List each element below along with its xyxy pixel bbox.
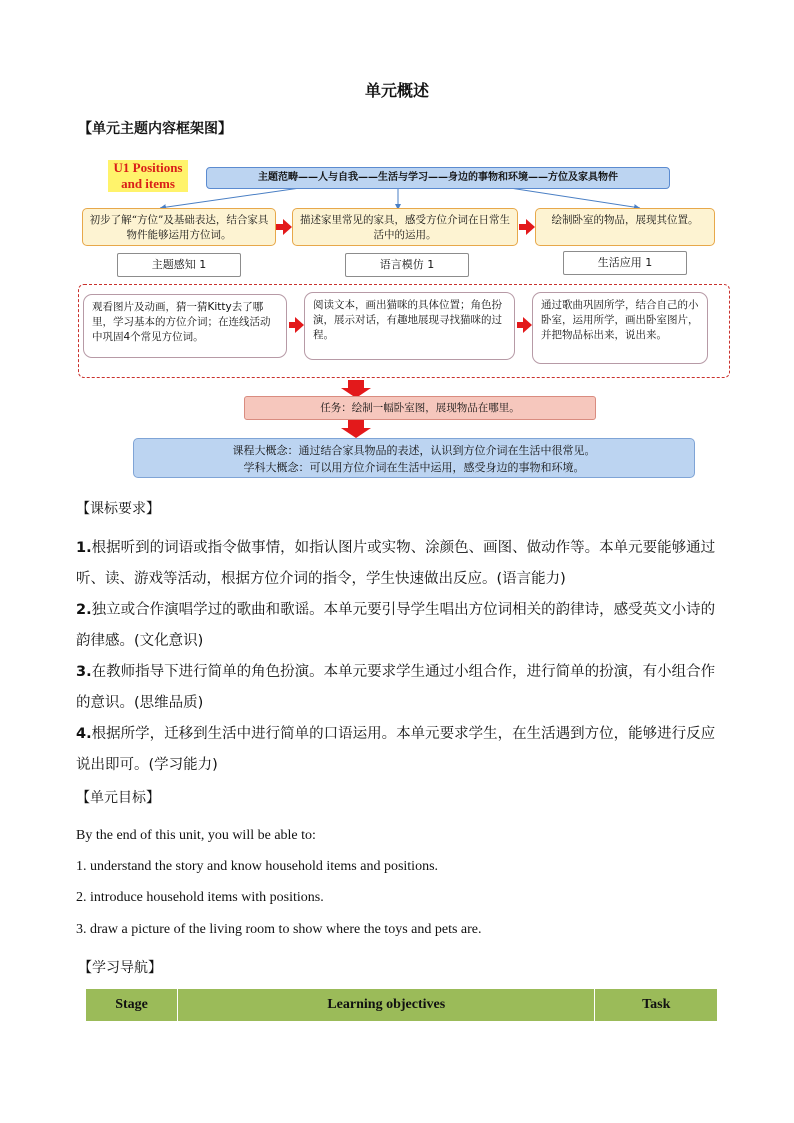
objectives-intro: By the end of this unit, you will be able to:: [76, 828, 316, 843]
diagram-connectors: [0, 0, 794, 500]
nav-heading: 【学习导航】: [78, 960, 162, 976]
framework-heading: 【单元主题内容框架图】: [78, 121, 232, 137]
objectives-heading: 【单元目标】: [76, 790, 160, 806]
course-concept: 课程大概念：通过结合家具物品的表述，认识到方位介词在生活中很常见。: [232, 444, 596, 457]
page-title: 单元概述: [364, 81, 429, 100]
header-task: Task: [595, 989, 718, 1022]
arrow-goal-2: [519, 219, 535, 235]
subject-concept: 学科大概念：可以用方位介词在生活中运用，感受身边的事物和环境。: [243, 461, 585, 474]
arrow-goal-1: [276, 219, 292, 235]
activity-box-2: 阅读文本，画出猫咪的具体位置；角色扮演，展示对话，有趣地展现寻找猫咪的过程。: [304, 292, 515, 360]
arrow-down-1: [341, 377, 371, 398]
connector-right: [510, 188, 640, 208]
standard-text-4: 根据所学，迁移到生活中进行简单的口语运用。本单元要求学生，在生活遇到方位，能够进行反应说出即可。(学习能力): [76, 726, 716, 773]
concept-box: [133, 438, 695, 478]
stage-label-2: 语言模仿 1: [345, 253, 469, 277]
task-box: 任务：绘制一幅卧室图，展现物品在哪里。: [244, 396, 596, 420]
standard-item-4: [76, 719, 720, 781]
arrow-down-2: [341, 420, 371, 438]
unit-tag: U1 Positions and items: [108, 160, 188, 192]
goal-box-1: 初步了解“方位”及基础表达，结合家具物件能够运用方位词。: [82, 208, 276, 246]
objective-item-3: 3. draw a picture of the living room to show where the toys and pets are.: [76, 922, 482, 937]
theme-banner: 主题范畴——人与自我——生活与学习——身边的事物和环境——方位及家具物件: [206, 167, 670, 189]
standard-item-2: [76, 595, 720, 657]
activity-box-1: 观看图片及动画，猜一猜Kitty去了哪里，学习基本的方位介词；在连线活动中巩固4个常见方位词。: [83, 294, 287, 358]
header-stage: Stage: [86, 989, 178, 1022]
standard-num-1: 1.: [76, 540, 92, 556]
standard-text-1: 根据听到的词语或指令做事情，如指认图片或实物、涂颜色、画图、做动作等。本单元要能够通过听、读、游戏等活动，根据方位介词的指令，学生快速做出反应。(语言能力): [76, 540, 716, 587]
stage-label-1: 主题感知 1: [117, 253, 241, 277]
activity-box-3: 通过歌曲巩固所学，结合自己的小卧室，运用所学，画出卧室图片，并把物品标出来，说出来。: [532, 292, 708, 364]
standard-num-2: 2.: [76, 602, 92, 618]
goal-box-2: 描述家里常见的家具，感受方位介词在日常生活中的运用。: [292, 208, 518, 246]
standard-text-2: 独立或合作演唱学过的歌曲和歌谣。本单元要引导学生唱出方位词相关的韵律诗，感受英文小诗的韵律感。(文化意识): [76, 602, 716, 649]
learning-nav-table: [85, 988, 718, 1022]
table-header-row: [86, 989, 718, 1022]
standard-num-4: 4.: [76, 726, 92, 742]
standard-num-3: 3.: [76, 664, 92, 680]
standard-text-3: 在教师指导下进行简单的角色扮演。本单元要求学生通过小组合作，进行简单的扮演，有小组合作的意识。(思维品质): [76, 664, 716, 711]
stage-label-3: 生活应用 1: [563, 251, 687, 275]
objective-item-1: 1. understand the story and know household items and positions.: [76, 859, 439, 874]
standards-heading: 【课标要求】: [76, 501, 160, 517]
standard-item-3: [76, 657, 720, 719]
goal-box-3: 绘制卧室的物品，展现其位置。: [535, 208, 715, 246]
header-learning-objectives: Learning objectives: [178, 989, 595, 1022]
objective-item-2: 2. introduce household items with positions.: [76, 890, 324, 905]
standard-item-1: [76, 533, 720, 595]
